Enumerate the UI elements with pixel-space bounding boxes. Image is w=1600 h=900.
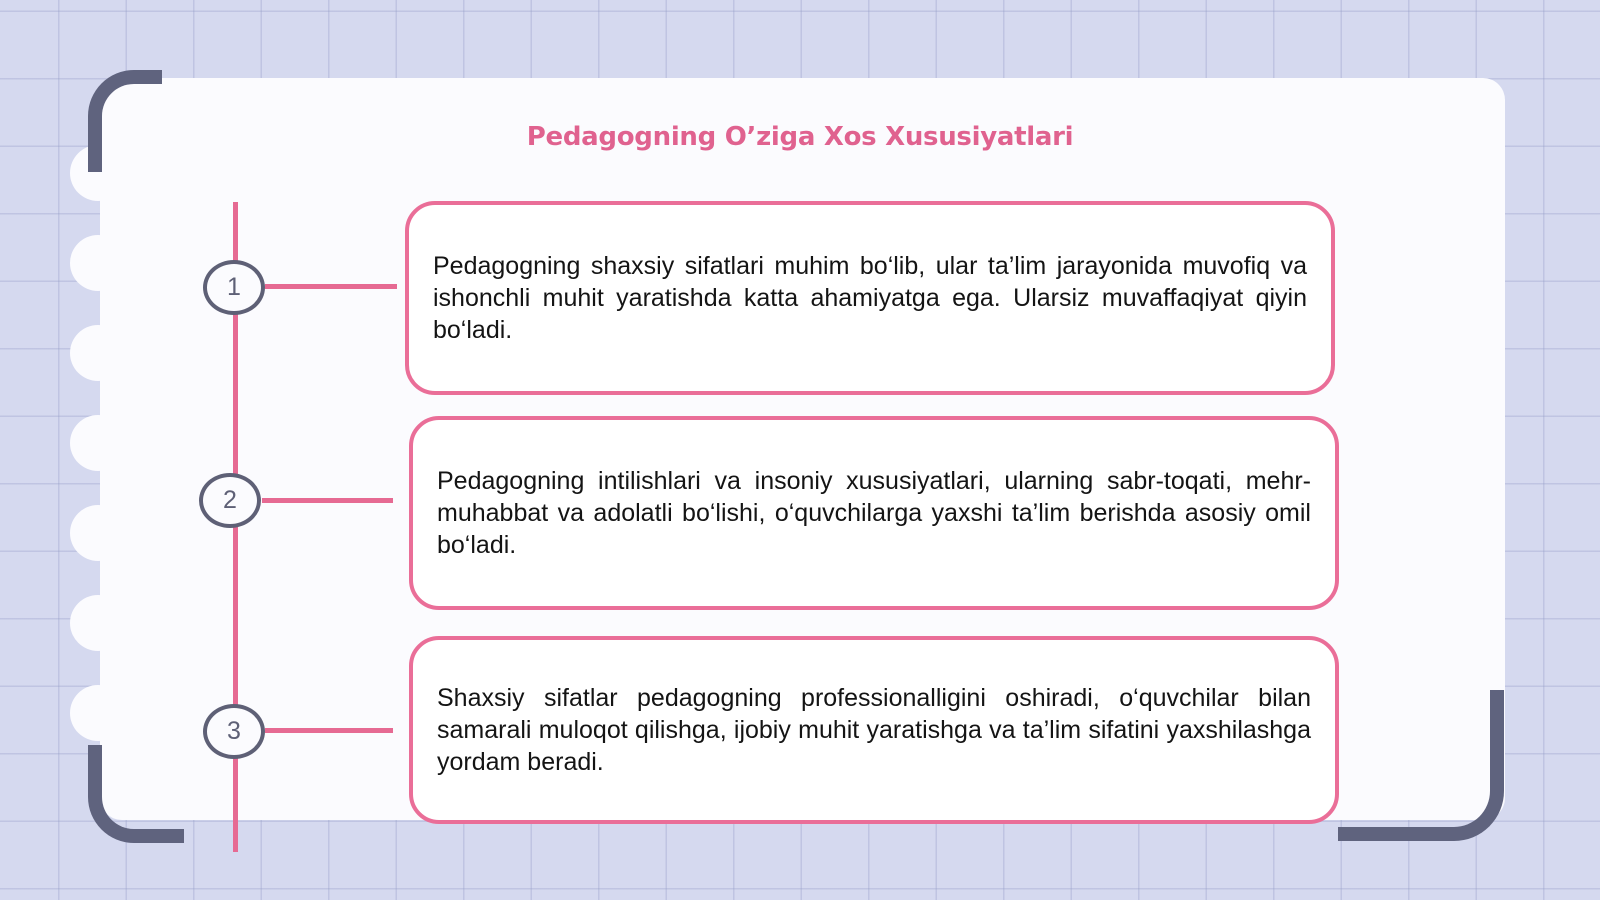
card-text-3: Shaxsiy sifatlar pedagogning professionalligini oshiradi, o‘quvchilar bilan samarali muloqot qilishga, ijobiy muhit yaratishga va ta’lim sifatini yaxshilashga yordam beradi. bbox=[437, 684, 1311, 776]
content-card-2 bbox=[409, 416, 1339, 610]
paper-scallop bbox=[70, 235, 126, 291]
paper-scallop bbox=[70, 505, 126, 561]
card-text-1: Pedagogning shaxsiy sifatlari muhim bo‘lib, ular ta’lim jarayonida muvofiq va ishonchli muhit yaratishda katta ahamiyatga ega. Ularsiz muvaffaqiyat qiyin bo‘ladi. bbox=[433, 252, 1307, 344]
paper-scallop bbox=[70, 415, 126, 471]
corner-bracket-bottom-right bbox=[1338, 690, 1504, 841]
card-text-2: Pedagogning intilishlari va insoniy xususiyatlari, ularning sabr-toqati, mehr-muhabbat va adolatli bo‘lishi, o‘quvchilarga yaxshi ta’lim berishda asosiy omil bo‘ladi. bbox=[437, 467, 1311, 559]
timeline-connector-2 bbox=[262, 498, 393, 503]
content-card-1 bbox=[405, 201, 1335, 395]
timeline-connector-3 bbox=[265, 728, 393, 733]
corner-bracket-top-left bbox=[88, 70, 162, 172]
paper-scallop bbox=[70, 325, 126, 381]
paper-scallop bbox=[70, 595, 126, 651]
content-card-3 bbox=[409, 636, 1339, 824]
paper-scallop bbox=[70, 685, 126, 741]
corner-bracket-bottom-left bbox=[88, 745, 184, 843]
slide-title: Pedagogning O’ziga Xos Xususiyatlari bbox=[526, 122, 1074, 152]
step-number-3: 3 bbox=[203, 704, 265, 759]
step-number-2: 2 bbox=[199, 473, 261, 528]
step-number-1: 1 bbox=[203, 260, 265, 315]
timeline-connector-1 bbox=[265, 284, 397, 289]
